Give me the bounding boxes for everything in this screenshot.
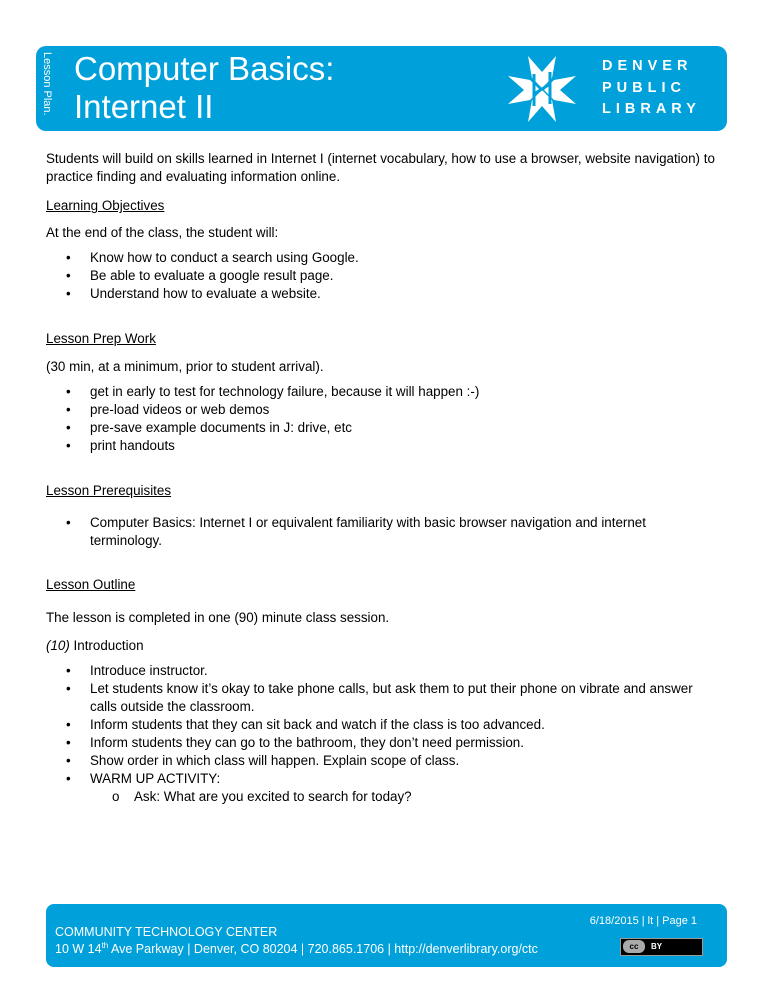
prereq-list bbox=[46, 514, 706, 550]
outline-heading: Lesson Outline bbox=[46, 577, 136, 592]
title-line-2: Internet II bbox=[74, 88, 214, 125]
list-item: • print handouts bbox=[66, 438, 175, 453]
objectives-list bbox=[46, 249, 726, 303]
header-banner bbox=[36, 46, 727, 131]
list-item: • Understand how to evaluate a website. bbox=[66, 286, 321, 301]
footer-address: 10 W 14th Ave Parkway | Denver, CO 80204 | 720.865.1706 | http://denverlibrary.org/ctc bbox=[55, 941, 538, 957]
prep-list bbox=[46, 383, 726, 455]
list-item: • Let students know it’s okay to take phone calls, but ask them to put their phone on vibrate and answer calls outside the classroom. bbox=[66, 681, 693, 714]
cc-by-license-icon: cc BY bbox=[620, 938, 703, 956]
footer-org: COMMUNITY TECHNOLOGY CENTER bbox=[55, 925, 278, 939]
section-title bbox=[46, 637, 726, 655]
list-item: • Be able to evaluate a google result page. bbox=[66, 268, 334, 283]
side-label: Lesson Plan. bbox=[41, 52, 53, 116]
outline-lead: The lesson is completed in one (90) minute class session. bbox=[46, 610, 390, 625]
list-item: • Introduce instructor. bbox=[66, 663, 208, 678]
objectives-lead: At the end of the class, the student will: bbox=[46, 225, 279, 240]
page-info: 6/18/2015 | lt | Page 1 bbox=[589, 915, 697, 927]
list-item: • get in early to test for technology failure, because it will happen :-) bbox=[66, 384, 480, 399]
list-item: • WARM UP ACTIVITY: bbox=[66, 771, 221, 786]
list-item: • Know how to conduct a search using Google. bbox=[66, 250, 359, 265]
title-line-1: Computer Basics: bbox=[74, 50, 335, 87]
library-name-line: LIBRARY bbox=[602, 101, 701, 117]
library-logo-icon bbox=[506, 54, 578, 124]
list-item: • pre-load videos or web demos bbox=[66, 402, 270, 417]
library-name-line: PUBLIC bbox=[602, 79, 686, 96]
list-item: • Show order in which class will happen. Explain scope of class. bbox=[66, 753, 460, 768]
prep-lead: (30 min, at a minimum, prior to student arrival). bbox=[46, 359, 324, 374]
footer-banner bbox=[46, 904, 727, 967]
list-item: • Computer Basics: Internet I or equivalent familiarity with basic browser navigation and internet terminology. bbox=[66, 515, 646, 548]
intro-paragraph: Students will build on skills learned in Internet I (internet vocabulary, how to use a browser, website navigation) to practice finding and evaluating information online. bbox=[46, 151, 715, 184]
library-name-line: DENVER bbox=[602, 58, 693, 74]
list-item: • Inform students that they can sit back and watch if the class is too advanced. bbox=[66, 717, 545, 732]
intro-list bbox=[46, 662, 716, 806]
list-item: • pre-save example documents in J: drive, etc bbox=[66, 420, 352, 435]
library-name bbox=[602, 56, 701, 121]
page-title bbox=[74, 50, 334, 126]
section-time: (10) bbox=[46, 638, 70, 653]
sub-list-item: o Ask: What are you excited to search for today? bbox=[112, 789, 412, 804]
objectives-heading: Learning Objectives bbox=[46, 198, 165, 213]
list-item: • Inform students they can go to the bathroom, they don’t need permission. bbox=[66, 735, 524, 750]
prereq-heading: Lesson Prerequisites bbox=[46, 483, 172, 498]
prep-heading: Lesson Prep Work bbox=[46, 331, 156, 346]
section-title-text: Introduction bbox=[69, 638, 144, 653]
